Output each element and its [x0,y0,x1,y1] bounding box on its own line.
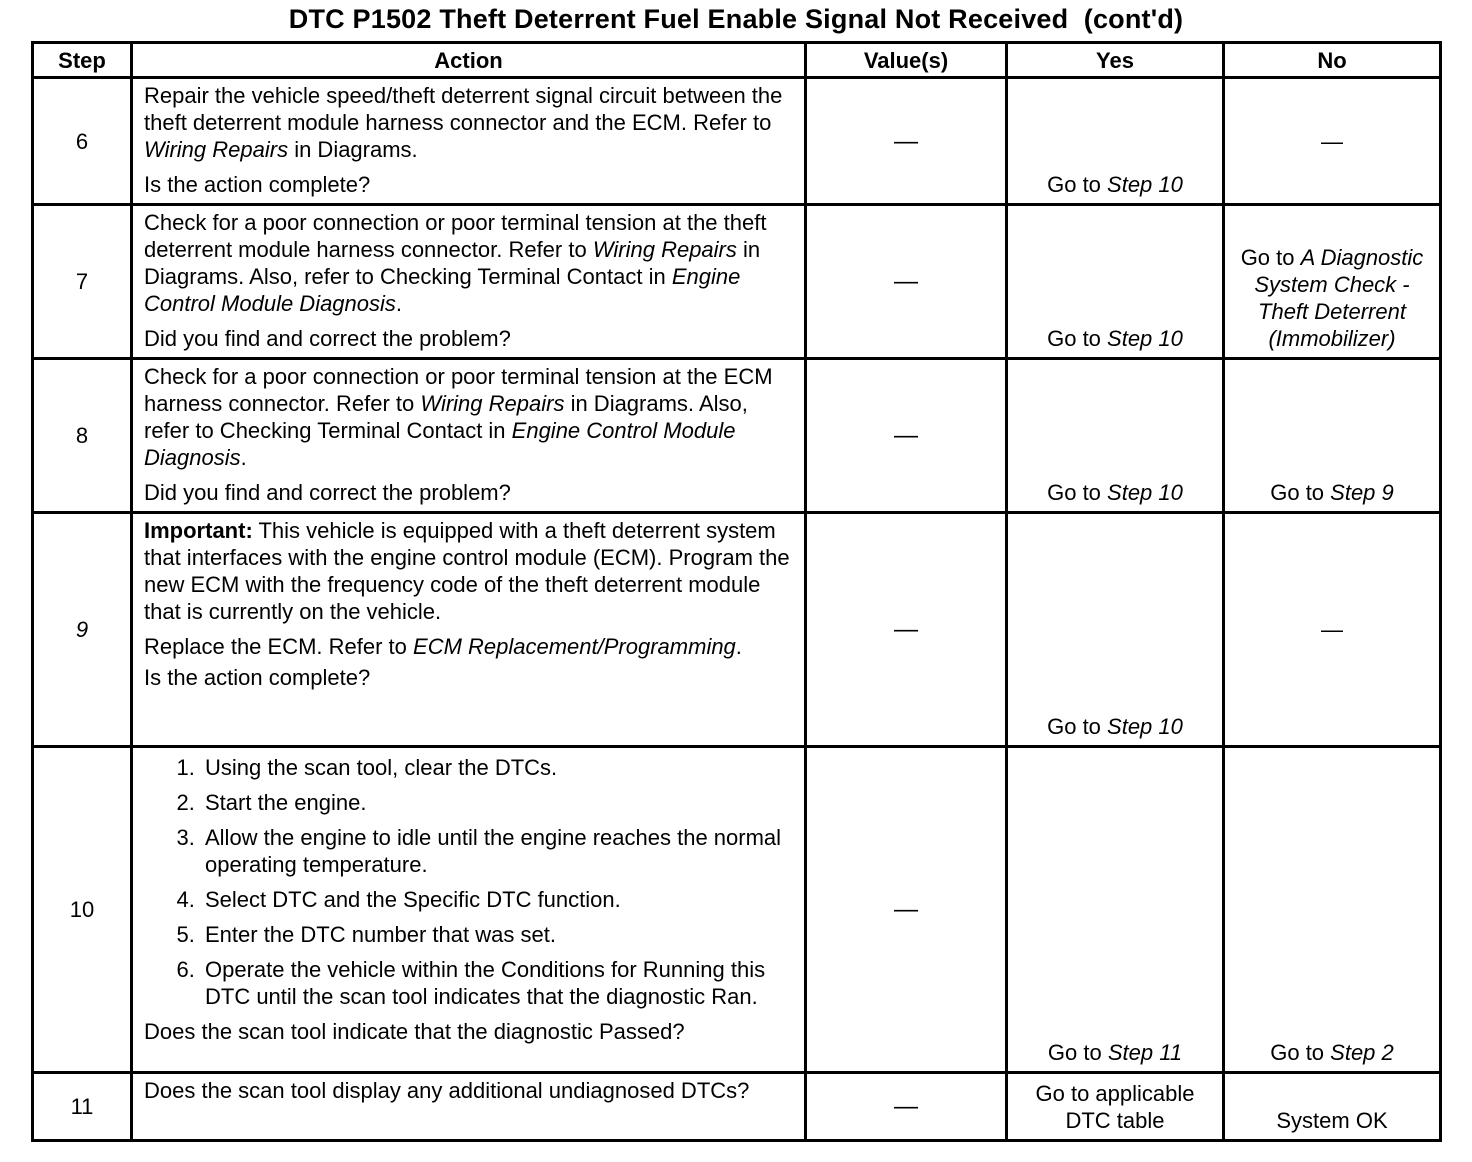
value-cell: — [806,1073,1007,1141]
step-number: 8 [33,359,132,513]
list-item: 1. Using the scan tool, clear the DTCs. [201,754,794,781]
action-question: Does the scan tool display any additional undiagnosed DTCs? [144,1078,750,1103]
table-row [33,513,1441,747]
list-item: 3. Allow the engine to idle until the engine reaches the normal operating temperature. [201,824,794,878]
list-item: 2. Start the engine. [201,789,794,816]
step-number: 6 [33,78,132,205]
no-cell: — [1224,78,1441,205]
action-cell [132,205,806,359]
step-number: 7 [33,205,132,359]
step-number: 10 [33,747,132,1073]
header-action: Action [132,43,806,78]
header-row [33,43,1441,78]
action-cell [132,513,806,747]
procedure-list [144,754,794,1010]
list-item: 6. Operate the vehicle within the Conditions for Running this DTC until the scan tool indicates that the diagnostic Ran. [201,956,794,1010]
no-cell: Go to Step 9 [1224,359,1441,513]
yes-cell: Go to Step 10 [1007,78,1224,205]
header-yes: Yes [1007,43,1224,78]
action-text: Repair the vehicle speed/theft deterrent signal circuit between the theft deterrent module harness connector and the ECM. Refer to Wiring Repairs in Diagrams. [144,83,783,162]
header-step: Step [33,43,132,78]
action-question: Does the scan tool indicate that the diagnostic Passed? [144,1019,685,1044]
header-values: Value(s) [806,43,1007,78]
value-cell: — [806,78,1007,205]
page-title: DTC P1502 Theft Deterrent Fuel Enable Signal Not Received (cont'd) [288,4,1184,34]
action-text: Check for a poor connection or poor terminal tension at the ECM harness connector. Refer to Wiring Repairs in Diagrams. Also, refer to Checking Terminal Contact in Engine Control Module Diagnosis. [144,364,773,470]
value-cell: — [806,359,1007,513]
action-cell [132,359,806,513]
value-cell: — [806,513,1007,747]
action-text: Check for a poor connection or poor terminal tension at the theft deterrent module harness connector. Refer to Wiring Repairs in Diagrams. Also, refer to Checking Terminal Contact in Engine Control Module Diagnosis. [144,210,767,316]
step-number: 11 [33,1073,132,1141]
value-cell: — [806,205,1007,359]
action-text: Replace the ECM. Refer to ECM Replacement/Programming. [144,634,742,659]
table-row [33,205,1441,359]
action-question: Did you find and correct the problem? [144,480,511,505]
action-cell [132,1073,806,1141]
list-item: 5. Enter the DTC number that was set. [201,921,794,948]
table-row [33,359,1441,513]
no-cell: System OK [1224,1073,1441,1141]
step-number: 9 [33,513,132,747]
yes-cell: Go to Step 10 [1007,359,1224,513]
yes-cell: Go to Step 11 [1007,747,1224,1073]
table-row [33,1073,1441,1141]
value-cell: — [806,747,1007,1073]
action-cell [132,78,806,205]
list-item: 4. Select DTC and the Specific DTC function. [201,886,794,913]
action-question: Is the action complete? [144,665,371,690]
no-cell: — [1224,513,1441,747]
yes-cell: Go to Step 10 [1007,513,1224,747]
header-no: No [1224,43,1441,78]
yes-cell: Go to applicable DTC table [1007,1073,1224,1141]
action-cell [132,747,806,1073]
table-row [33,78,1441,205]
yes-cell: Go to Step 10 [1007,205,1224,359]
action-question: Is the action complete? [144,172,371,197]
action-question: Did you find and correct the problem? [144,326,511,351]
no-cell: Go to A Diagnostic System Check - Theft Deterrent (Immobilizer) [1224,205,1441,359]
no-cell: Go to Step 2 [1224,747,1441,1073]
table-row [33,747,1441,1073]
important-note: Important: This vehicle is equipped with a theft deterrent system that interfaces with the engine control module (ECM). Program the new ECM with the frequency code of the theft deterrent module that is currently on the vehicle. [144,518,790,624]
diagnostic-table [31,41,1442,1142]
